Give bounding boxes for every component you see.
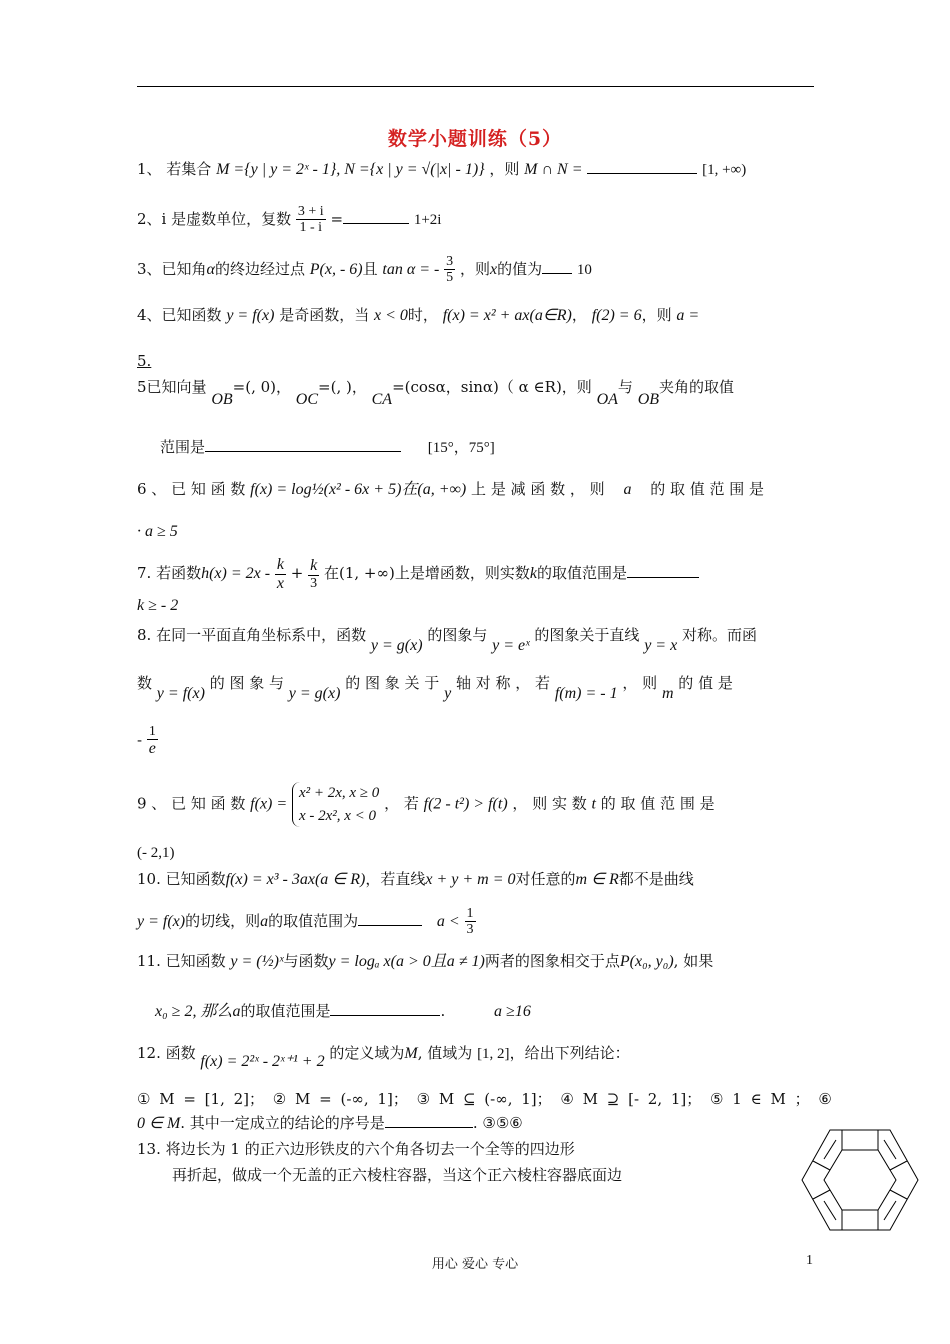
question-10-line2: y = f(x)的切线，则a的取值范围为 a < $\frac{1}{3}$	[137, 906, 474, 938]
q11-answer: a ≥16	[494, 1003, 531, 1020]
q7-answer: k ≥ - 2	[137, 597, 179, 614]
answer-blank	[385, 1127, 473, 1128]
page-title: 数学小题训练（5）	[387, 128, 563, 150]
answer-blank	[542, 273, 572, 274]
question-9: 9 、 已 知 函 数 f(x) = x² + 2x, x ≥ 0 x - 2x², x < 0 ， 若 f(2 - t²) > f(t) ， 则 实 数 t 的 取 值 范 围 是	[137, 782, 715, 827]
question-12-line3: 0 ∈ M. 其中一定成立的结论的序号是 . ③⑤⑥	[137, 1114, 523, 1132]
question-5: 5已知向量 OB=(, 0)， OC=(, )， CA=(cosα，sinα)（ α ∈R)，则 OA与 OB夹角的取值	[137, 378, 735, 408]
q1-answer: [1, +∞)	[702, 162, 747, 178]
answer-blank	[330, 1015, 440, 1016]
question-6: 6 、 已 知 函 数 f(x) = log½(x² - 6x + 5)在(a, +∞) 上 是 减 函 数 ， 则 a 的 取 值 范 围 是	[137, 480, 765, 498]
question-13: 13. 将边长为 1 的正六边形铁皮的六个角各切去一个全等的四边形	[137, 1140, 575, 1158]
hexagon-figure	[800, 1125, 920, 1235]
q4-answer: 5.	[137, 352, 152, 370]
question-11: 11. 已知函数 y = (½)ˣ与函数y = logₐ x(a > 0且a ≠ 1)两者的图象相交于点P(x₀, y₀), 如果	[137, 952, 714, 970]
question-8-line2: 数 y = f(x) 的 图 象 与 y = g(x) 的 图 象 关 于 y 轴 对 称 ， 若 f(m) = - 1 ， 则 m 的 值 是	[137, 674, 733, 702]
question-10: 10. 已知函数f(x) = x³ - 3ax(a ∈ R)，若直线x + y + m = 0对任意的m ∈ R都不是曲线	[137, 870, 694, 888]
q1-sets: M ={y | y = 2ˣ - 1}, N ={x | y = √(|x| - 1)}	[216, 161, 485, 178]
footer-text: 用心 爱心 专心	[431, 1257, 519, 1272]
q6-answer: · a ≥ 5	[137, 523, 178, 540]
outer-hexagon	[802, 1130, 918, 1230]
q8-answer: - $\frac{1}{e}$	[137, 724, 156, 758]
inner-hexagon	[824, 1150, 896, 1210]
q2-answer: 1+2i	[413, 211, 442, 228]
question-12-options: ① M = [1, 2]； ② M = (-∞, 1]； ③ M ⊆ (-∞, 1]； ④ M ⊇ [- 2, 1]； ⑤ 1 ∈ M ； ⑥	[137, 1090, 832, 1108]
question-4: 4、已知函数 y = f(x) 是奇函数，当 x < 0时， f(x) = x² + ax(a∈R)， f(2) = 6，则 a =	[137, 306, 700, 324]
q9-answer: (- 2,1)	[137, 845, 175, 861]
q2-fraction: $\frac{3 + i}{1 - i}$	[297, 204, 324, 236]
question-7: 7. 若函数h(x) = 2x - $\frac{k}{x}$ + $\frac{k}{3}$ 在(1, +∞)上是增函数，则实数k的取值范围是	[137, 556, 699, 592]
question-3: 3、已知角α的终边经过点 P(x, - 6)且 tan α = - $\frac{3}{5}$ ，则x的值为 10	[137, 254, 592, 286]
answer-blank	[627, 577, 699, 578]
header-rule	[137, 86, 814, 87]
q3-fraction: $\frac{3}{5}$	[446, 254, 454, 286]
question-12: 12. 函数 f(x) = 2²ˣ - 2ˣ⁺¹ + 2 的定义域为M, 值域为 [1, 2]，给出下列结论：	[137, 1044, 630, 1070]
q3-answer: 10	[576, 261, 592, 278]
question-5-line2: 范围是 [15°，75°]	[160, 438, 495, 456]
question-1: 1、 若集合 M ={y | y = 2ˣ - 1}, N ={x | y = √(|x| - 1)} ，则 M ∩ N = [1, +∞)	[137, 160, 747, 178]
page-number: 1	[806, 1253, 813, 1268]
q12-answer: ③⑤⑥	[482, 1116, 523, 1132]
q5-answer: [15°，75°]	[427, 440, 495, 456]
answer-blank	[205, 451, 401, 452]
q10-answer: $\frac{1}{3}$	[466, 906, 474, 938]
answer-blank	[343, 223, 409, 224]
piecewise-brace: x² + 2x, x ≥ 0 x - 2x², x < 0	[292, 782, 379, 827]
answer-blank	[587, 173, 697, 174]
answer-blank	[358, 925, 422, 926]
question-2: 2、i 是虚数单位，复数 $\frac{3 + i}{1 - i}$ = 1+2i	[137, 204, 442, 236]
question-8: 8. 在同一平面直角坐标系中，函数 y = g(x) 的图象与 y = eˣ 的图象关于直线 y = x 对称。而函	[137, 626, 757, 654]
question-13-line2: 再折起，做成一个无盖的正六棱柱容器，当这个正六棱柱容器底面边	[172, 1166, 623, 1184]
question-11-line2: x₀ ≥ 2, 那么a的取值范围是 . a ≥16	[155, 1002, 531, 1020]
